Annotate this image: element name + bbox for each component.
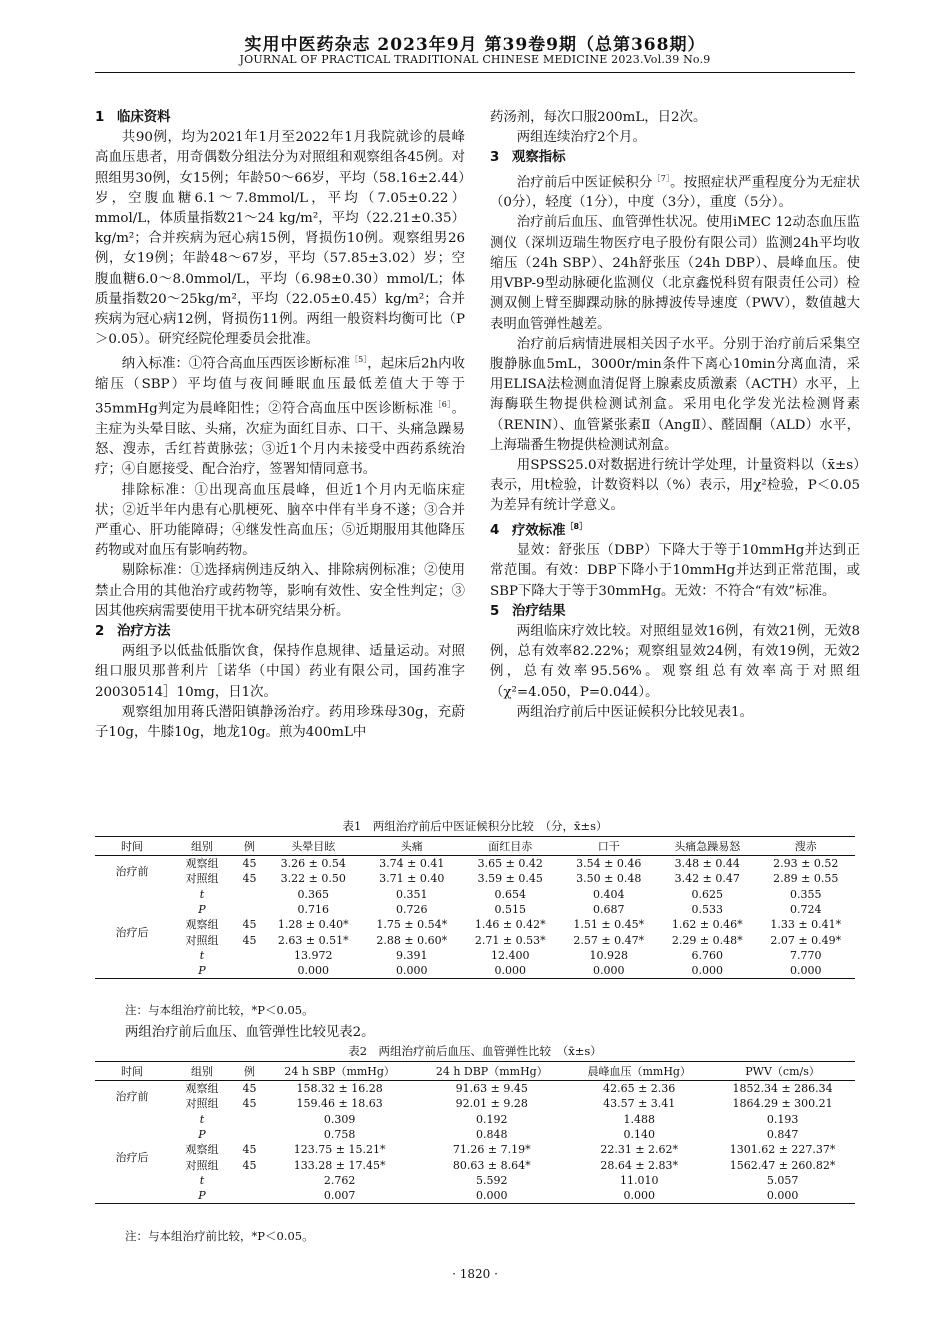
table2-empty-cell [95,1188,169,1204]
table1-cell: 0.726 [396,903,428,917]
treatment-duration: 两组连续治疗2个月。 [516,130,646,146]
table1-cell: 10.928 [589,948,628,962]
table1-cell: 0.724 [790,903,822,917]
table1-cell: 2.88 ± 0.60* [376,933,448,947]
factors-paragraph: 治疗前后病情进展相关因子水平。分别于治疗前后采集空腹静脉血5mL，3000r/min条件下离心10min分离血清，采用ELISA法检测血清促肾上腺素皮质激素（ACTH）水平，上海酶联生物提供检测试剂盒。采用电化学发光法检测肾素（RENIN）、血管紧张素Ⅱ（AngⅡ）、醛固酮（ALD）水平，上海瑞番生物提供检测试剂盒。 [490,336,860,453]
table2-empty-cell [95,1173,169,1188]
table2-cell: 133.28 ± 17.45* [293,1158,386,1172]
table1-cell: P [169,963,235,979]
table2-header-cell: 时间 [95,1062,169,1081]
table2-cell: 1301.62 ± 227.37* [729,1143,836,1157]
table1-cell: 3.26 ± 0.54 [280,857,346,871]
table1-cell: 2.71 ± 0.53* [474,933,546,947]
table2-cell [235,1112,264,1127]
table1-row [95,902,855,917]
table2-row [95,1096,855,1111]
treatment-paragraph-2: 观察组加用蒋氏潜阳镇静汤治疗。药用珍珠母30g，充蔚子10g，牛膝10g，地龙10g。煎为400mL中 [95,704,465,741]
table2-cell: 0.309 [323,1112,356,1126]
table2-cell: 0.000 [710,1188,855,1204]
efficacy-results: 两组临床疗效比较。对照组显效16例，有效21例，无效8例，总有效率82.22%；观察组显效24例，有效19例，无效2例，总有效率95.56%。观察组总有效率高于对照组（χ²=4.050，P=0.044）。 [490,624,860,700]
table1-period-cell: 治疗前 [115,864,149,878]
table2-row [95,1173,855,1188]
left-column [95,108,465,743]
table1-cell: 13.972 [294,948,333,962]
table2-cell: 5.057 [766,1173,799,1187]
citation-7[interactable]: ［7］ [652,173,671,183]
table1-note: 注：与本组治疗前比较，*P＜0.05。 [125,1003,314,1017]
table2-cell: 158.32 ± 16.28 [296,1082,383,1096]
table1-cell: 0.687 [593,903,625,917]
table1-cell: 0.000 [658,963,757,979]
table2-row [95,1157,855,1172]
table2-cell: 0.193 [766,1112,799,1126]
table2-header-cell: 例 [235,1062,264,1081]
removal-criteria: 剔除标准：①选择病例违反纳入、排除病例标准；②使用禁止合用的其他治疗或药物等，影响有效性、安全性判定；③因其他疾病需要使用干扰本研究结果分析。 [95,563,465,619]
table1-cell: 1.28 ± 0.40* [277,918,349,932]
table2-cell: 5.592 [476,1173,508,1187]
table2-cell: 45 [242,1097,257,1111]
table2-cell: 0.847 [766,1128,799,1142]
inclusion-criteria: 纳入标准：①符合高血压西医诊断标准$^{[5]}$，起床后2h内收缩压（SBP）平均值与夜间睡眠血压最低差值大于等于35mmHg判定为晨峰阳性；②符合高血压中医诊断标准$^{[6]}$。主症为头晕目眩、头痛，次症为面红目赤、口干、头痛急躁易怒、溲赤，舌红苔黄脉弦；③近1个月内未接受中西药系统治疗；④自愿接受、配合治疗，签署知情同意书。 [95,355,465,478]
table1-cell: 0.355 [790,887,822,901]
table2 [95,1061,855,1204]
table2-header-cell: 晨峰血压（mmHg） [568,1062,710,1081]
table2-cell: 92.01 ± 9.28 [455,1097,528,1111]
table1-cell: 3.65 ± 0.42 [477,857,543,871]
table1-row [95,917,855,932]
table1-cell: 3.50 ± 0.48 [576,872,642,886]
table1-cell: 9.391 [396,948,428,962]
section-4-heading: 4 疗效标准$^{[8]}$ [490,521,588,538]
header-rule [95,72,855,73]
table2-cell [235,1188,264,1204]
table1-cell: 3.71 ± 0.40 [379,872,445,886]
table1-empty-cell [95,902,169,917]
treatment-continued: 药汤剂，每次口服200mL，日2次。 [490,110,707,125]
table1-reference: 两组治疗前后中医证候积分比较见表1。 [516,704,753,720]
table1-cell: 0.716 [297,903,329,917]
table2-row [95,1188,855,1204]
exclusion-criteria: 排除标准：①出现高血压晨峰，但近1个月内无临床症状；②近半年内患有心肌梗死、脑卒中伴有半身不遂；③合并严重心、肝功能障碍；④继发性高血压；⑤近期服用其他降压药物或对血压有影响药物。 [95,482,465,559]
clinical-data-paragraph: 共90例，均为2021年1月至2022年1月我院就诊的晨峰高血压患者，用奇偶数分组法分为对照组和观察组各45例。对照组男30例，女15例；年龄50～66岁，平均（58.16±2.44）岁，空腹血糖6.1～7.8mmol/L，平均（7.05±0.22）mmol/L，体质量指数21～24 kg/m²，平均（22.21±0.35）kg/m²；合并疾病为冠心病15例，肾损伤10例。观察组男26例，女19例；年龄48～67岁，平均（57.85±3.02）岁；空腹血糖6.0～8.0mmol/L，平均（6.98±0.30）mmol/L；体质量指数20～25kg/m²，平均（22.05±0.45）kg/m²；合并疾病为冠心病12例，肾损伤11例。两组一般资料均衡可比（P＞0.05）。研究经院伦理委员会批准。 [95,130,465,348]
table1-cell: 12.400 [491,948,530,962]
table1-cell: 0.404 [593,887,625,901]
table1-header-cell: 口干 [560,837,659,856]
table2-cell: 43.57 ± 3.41 [603,1097,676,1111]
table2-cell: t [199,1173,205,1187]
table1-header-cell: 溲赤 [757,837,856,856]
table2-cell: t [199,1112,205,1126]
table1-header-cell: 例 [235,837,264,856]
journal-header-en: JOURNAL OF PRACTICAL TRADITIONAL CHINESE MEDICINE 2023.Vol.39 No.9 [239,53,711,66]
table1-header-cell: 时间 [95,837,169,856]
table2-cell: 2.762 [323,1173,356,1187]
section-2-heading: 2 治疗方法 [95,624,171,640]
table2-cell: 对照组 [185,1158,219,1172]
table1-cell: 2.57 ± 0.47* [573,933,645,947]
table1-cell: 0.365 [297,887,329,901]
table1-cell: 3.74 ± 0.41 [379,857,445,871]
table2-empty-cell [95,1127,169,1142]
table2-cell: 对照组 [185,1097,219,1111]
table1-empty-cell [95,887,169,902]
table2-cell: 0.758 [323,1128,356,1142]
table2-header-row [95,1062,855,1081]
table1-cell: 0.654 [494,887,526,901]
table2-cell: 0.848 [476,1128,508,1142]
table1-cell [235,887,264,902]
blood-pressure-paragraph: 治疗前后血压、血管弹性状况。使用iMEC 12动态血压监测仪（深圳迈瑞生物医疗电子股份有限公司）监测24h平均收缩压（24h SBP）、24h舒张压（24h DBP）、晨峰血压。使用VBP-9型动脉硬化监测仪（北京鑫悦科贸有限责任公司）检测双侧上臂至脚踝动脉的脉搏波传导速度（PWV），数值越大表明血管弹性越差。 [490,215,860,332]
table2-cell: 观察组 [185,1143,219,1157]
table1-cell [235,963,264,979]
table1-cell: 1.51 ± 0.45* [573,918,645,932]
table2-cell: 71.26 ± 7.19* [452,1143,531,1157]
table2-cell: 11.010 [619,1173,659,1187]
section-1-heading: 1 临床资料 [95,110,171,125]
table1-cell: 3.48 ± 0.44 [674,857,740,871]
page-number: · 1820 · [452,1267,498,1281]
table1-cell: 0.533 [691,903,723,917]
table1-cell: t [199,887,205,901]
table2-cell: 0.007 [264,1188,415,1204]
citation-8[interactable]: ［8］ [565,521,588,531]
table2-cell [235,1127,264,1142]
table1-cell: 1.62 ± 0.46* [671,918,743,932]
table2-period-cell: 治疗前 [115,1089,149,1103]
table2-empty-cell [95,1112,169,1127]
table1-cell [235,948,264,963]
table2-cell: 1.488 [623,1112,655,1126]
table1-header-cell: 组别 [169,837,235,856]
table2-cell: 45 [242,1158,257,1172]
table2-header-cell: 24 h SBP（mmHg） [264,1062,415,1081]
table1-cell: 3.22 ± 0.50 [280,872,346,886]
table1-cell: 45 [242,918,257,932]
table2-cell: 22.31 ± 2.62* [600,1143,679,1157]
table1 [95,836,855,979]
table2-cell: 1562.47 ± 260.82* [729,1158,836,1172]
journal-header-cn: 实用中医药杂志 2023年9月 第39卷9期（总第368期） [244,35,706,55]
table1-header-cell: 头晕目眩 [264,837,363,856]
table1-cell: t [199,948,205,962]
table2-cell: 观察组 [185,1082,219,1096]
citation-5[interactable]: ［5］ [350,355,368,365]
table1-cell: 45 [242,872,257,886]
table2-cell: 1864.29 ± 300.21 [732,1097,833,1111]
table1-cell: 观察组 [185,918,219,932]
table2-reference: 两组治疗前后血压、血管弹性比较见表2。 [125,1025,375,1040]
table1-cell: 对照组 [185,872,219,886]
table1-header-cell: 面红目赤 [461,837,560,856]
table1-cell: 1.33 ± 0.41* [770,918,842,932]
tcm-score-paragraph: 治疗前后中医证候积分$^{[7]}$。按照症状严重程度分为无症状（0分），轻度（1分），中度（3分），重度（5分）。 [490,173,861,211]
table2-cell: P [198,1128,206,1142]
table1-cell: 2.07 ± 0.49* [770,933,842,947]
table2-row [95,1127,855,1142]
table2-period-cell: 治疗后 [115,1150,149,1164]
table2-cell: 1852.34 ± 286.34 [732,1082,833,1096]
table1-cell: 3.42 ± 0.47 [674,872,740,886]
table1-cell: 2.93 ± 0.52 [773,857,839,871]
table1-row [95,871,855,886]
table2-cell: 42.65 ± 2.36 [603,1082,676,1096]
table2-cell: 45 [242,1082,257,1096]
table1-row [95,932,855,947]
table1-empty-cell [95,963,169,979]
table2-note: 注：与本组治疗前比较，*P＜0.05。 [125,1229,314,1243]
table1-cell: 0.625 [691,887,723,901]
citation-6[interactable]: ［6］ [433,400,452,410]
table1-cell: 1.46 ± 0.42* [474,918,546,932]
table1-cell: 0.000 [757,963,856,979]
table2-cell: 159.46 ± 18.63 [296,1097,383,1111]
table1-cell: 0.351 [396,887,428,901]
right-column [490,108,860,723]
table2-cell: 0.000 [568,1188,710,1204]
table2-header-cell: 24 h DBP（mmHg） [415,1062,568,1081]
table1-header-row [95,837,855,856]
table1-caption: 表1 两组治疗前后中医证候积分比较 （分，x̄±s） [342,819,608,833]
table2-cell [235,1173,264,1188]
table2-cell: 91.63 ± 9.45 [455,1082,528,1096]
table1-period-cell: 治疗后 [115,925,149,939]
table2-cell: 0.140 [623,1128,655,1142]
table1-cell: 2.29 ± 0.48* [671,933,743,947]
table1-row [95,948,855,963]
table1-empty-cell [95,948,169,963]
section-5-heading: 5 治疗结果 [490,603,566,619]
table2-cell: 123.75 ± 15.21* [293,1143,386,1157]
table1-row [95,963,855,979]
table1-row [95,887,855,902]
table2-cell: 0.000 [415,1188,568,1204]
table2-cell: 45 [242,1143,257,1157]
table2-header-cell: PWV（cm/s） [710,1062,855,1081]
table1-cell [235,902,264,917]
table1-header-cell: 头痛 [363,837,462,856]
table2-caption: 表2 两组治疗前后血压、血管弹性比较 （x̄±s） [348,1044,602,1058]
table1-cell: 0.000 [461,963,560,979]
table1-cell: 0.000 [560,963,659,979]
table2-cell: 0.192 [476,1112,508,1126]
table1-cell: 2.63 ± 0.51* [277,933,349,947]
table1-header-cell: 头痛急躁易怒 [658,837,757,856]
treatment-paragraph-1: 两组予以低盐低脂饮食，保持作息规律、适量运动。对照组口服贝那普利片［诺华（中国）药业有限公司，国药准字20030514］10mg，日1次。 [95,644,465,700]
table1-row [95,856,855,872]
table2-header-cell: 组别 [169,1062,235,1081]
table1-cell: 0.515 [494,903,526,917]
table1-cell: 45 [242,933,257,947]
table2-row [95,1142,855,1157]
table1-cell: 1.75 ± 0.54* [376,918,448,932]
table1-cell: 对照组 [185,933,219,947]
table1-cell: 0.000 [363,963,462,979]
table2-row [95,1081,855,1097]
efficacy-criteria: 显效：舒张压（DBP）下降大于等于10mmHg并达到正常范围。有效：DBP下降小于10mmHg并达到正常范围，或SBP下降大于等于30mmHg。无效：不符合“有效”标准。 [490,543,860,599]
table1-cell: 3.54 ± 0.46 [576,857,642,871]
table1-cell: 45 [242,857,257,871]
section-3-heading: 3 观察指标 [490,150,566,166]
table1-cell: 7.770 [790,948,822,962]
table2-cell: P [169,1188,235,1204]
statistics-paragraph: 用SPSS25.0对数据进行统计学处理，计量资料以（x̄±s）表示，用t检验，计数资料以（%）表示，用χ²检验，P＜0.05为差异有统计学意义。 [490,457,860,514]
table1-cell: 0.000 [264,963,363,979]
table2-row [95,1112,855,1127]
table1-cell: 6.760 [691,948,723,962]
table2-cell: 80.63 ± 8.64* [452,1158,531,1172]
table2-cell: 28.64 ± 2.83* [600,1158,679,1172]
table1-cell: 2.89 ± 0.55 [773,872,839,886]
table1-cell: 3.59 ± 0.45 [477,872,543,886]
table1-cell: 观察组 [185,857,219,871]
table1-cell: P [198,903,206,917]
